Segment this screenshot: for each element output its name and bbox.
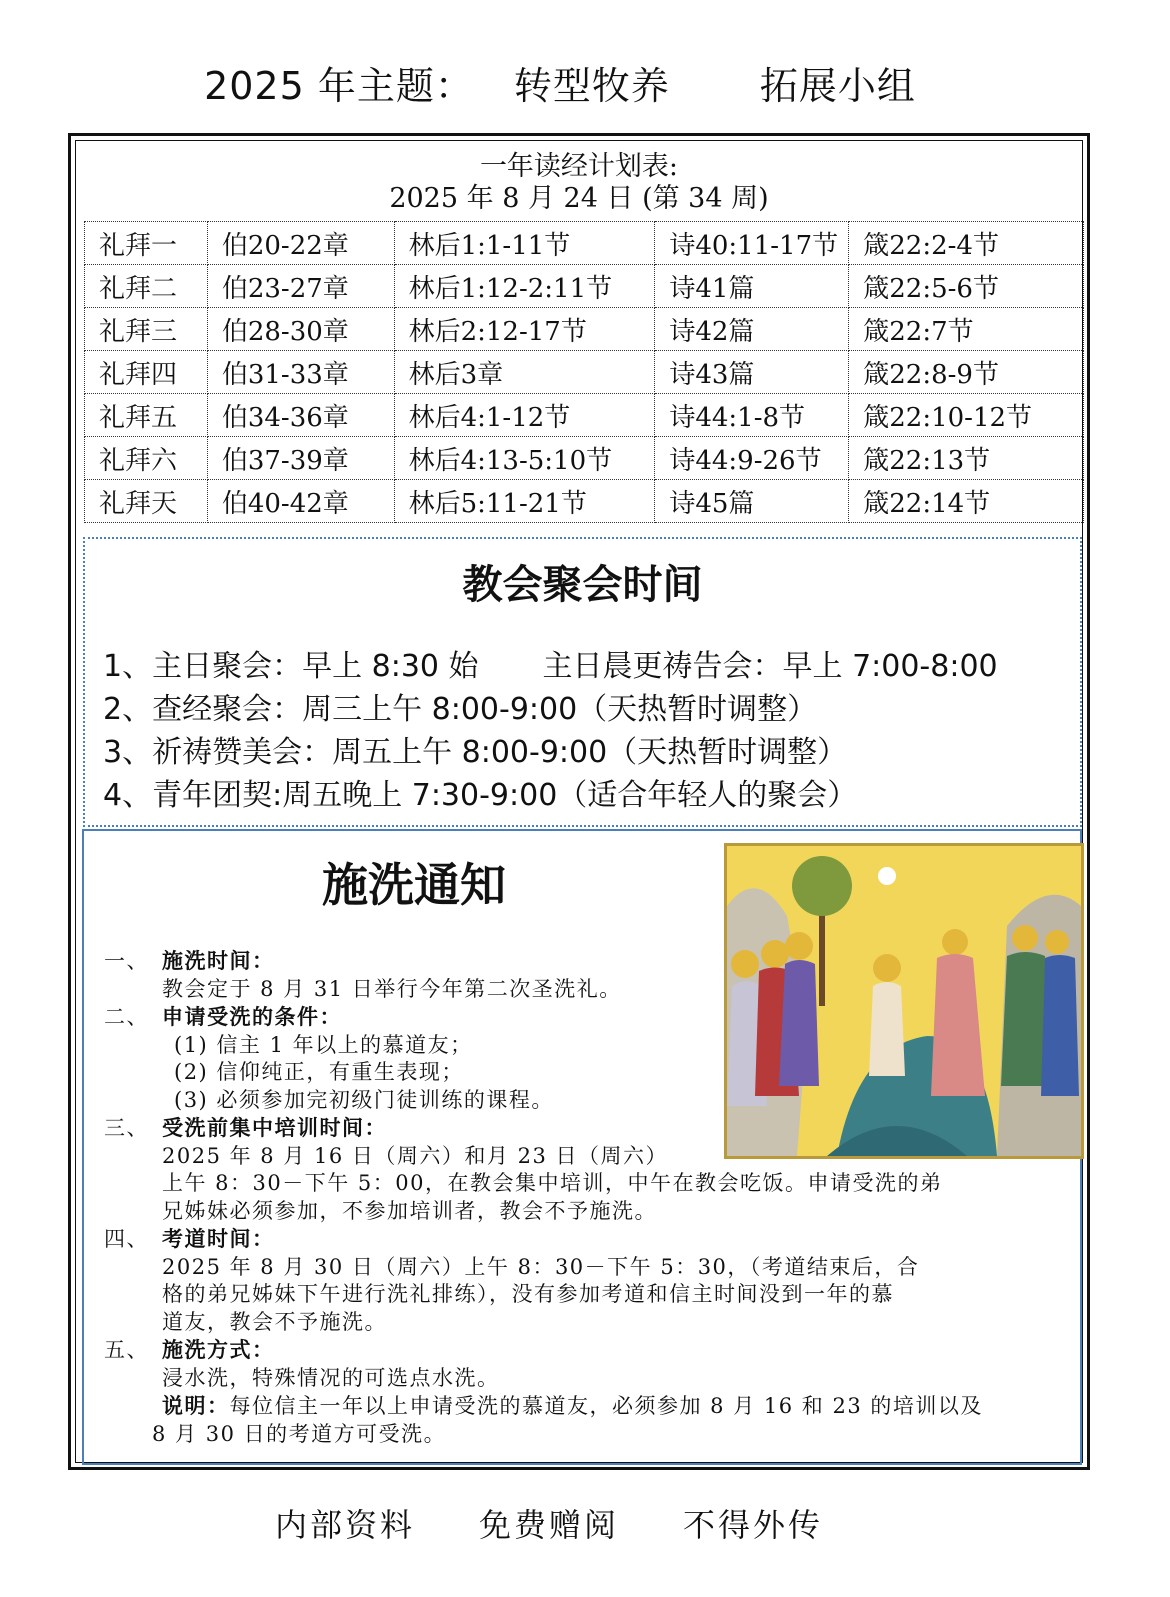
baptism-section-2-heading xyxy=(104,1003,1084,1032)
reading-plan-row xyxy=(85,308,1084,351)
exam-line-3: 道友，教会不予施洗。 xyxy=(162,1309,387,1334)
reading-plan-cell: 箴22:7节 xyxy=(849,308,1084,351)
bulletin-inner-frame xyxy=(75,140,1083,1463)
section-3-number: 三、 xyxy=(104,1116,149,1140)
bulletin-frame xyxy=(68,133,1090,1470)
reading-plan-cell: 箴22:13节 xyxy=(849,437,1084,480)
page-header-title xyxy=(0,55,1120,110)
meeting-item-prayer-praise: 3、祈祷赞美会：周五上午 8:00-9:00（天热暂时调整） xyxy=(103,735,848,770)
reading-plan-cell: 伯40-42章 xyxy=(207,480,394,523)
section-2-number: 二、 xyxy=(104,1005,149,1029)
note-text-1: 每位信主一年以上申请受洗的慕道友，必须参加 8 月 16 和 23 的培训以及 xyxy=(229,1394,983,1418)
reading-plan-cell: 诗43篇 xyxy=(655,351,849,394)
reading-plan-cell: 林后5:11-21节 xyxy=(394,480,655,523)
reading-plan-day: 礼拜四 xyxy=(85,351,208,394)
meeting-item-youth: 4、青年团契:周五晚上 7:30-9:00（适合年轻人的聚会） xyxy=(103,778,858,813)
reading-plan-row xyxy=(85,480,1084,523)
reading-plan-cell: 箴22:5-6节 xyxy=(849,265,1084,308)
reading-plan-row xyxy=(85,222,1084,265)
baptism-section-1-heading xyxy=(104,947,1084,976)
reading-plan-table xyxy=(84,221,1084,523)
reading-plan-cell: 诗42篇 xyxy=(655,308,849,351)
meeting-times-section xyxy=(83,537,1082,827)
baptism-section-4-heading xyxy=(104,1225,1084,1254)
reading-plan-cell: 林后3章 xyxy=(394,351,655,394)
meeting-item-sunday xyxy=(103,645,998,688)
theme-transform: 转型牧养 xyxy=(513,64,670,108)
baptism-notice-body xyxy=(104,947,1084,1448)
footer-no-distribute: 不得外传 xyxy=(683,1506,824,1544)
reading-plan-cell: 林后4:13-5:10节 xyxy=(394,437,655,480)
exam-line-2: 格的弟兄姊妹下午进行洗礼排练），没有参加考道和信主时间没到一年的慕 xyxy=(162,1282,894,1306)
note-line-2: 8 月 30 日的考道方可受洗。 xyxy=(152,1421,447,1446)
reading-plan-cell: 伯20-22章 xyxy=(207,222,394,265)
section-1-number: 一、 xyxy=(104,949,149,973)
training-detail-line-2: 兄姊妹必须参加，不参加培训者，教会不予施洗。 xyxy=(162,1198,657,1223)
section-5-number: 五、 xyxy=(104,1338,149,1362)
reading-plan-cell: 箴22:8-9节 xyxy=(849,351,1084,394)
section-3-title: 受洗前集中培训时间： xyxy=(162,1115,387,1140)
reading-plan-cell: 伯28-30章 xyxy=(207,308,394,351)
meeting-item-bible-study: 2、查经聚会：周三上午 8:00-9:00（天热暂时调整） xyxy=(103,692,818,727)
reading-plan-day: 礼拜六 xyxy=(85,437,208,480)
meeting-sunday-prayer: 主日晨更祷告会：早上 7:00-8:00 xyxy=(542,649,998,684)
reading-plan-cell: 箴22:10-12节 xyxy=(849,394,1084,437)
condition-1: (1) 信主 1 年以上的慕道友； xyxy=(174,1032,473,1057)
footer-notice xyxy=(275,1500,823,1546)
year-theme-label: 2025 年主题： xyxy=(204,64,474,108)
reading-plan-cell: 伯37-39章 xyxy=(207,437,394,480)
baptism-notice-title: 施洗通知 xyxy=(322,858,506,912)
reading-plan-cell: 伯23-27章 xyxy=(207,265,394,308)
reading-plan-row xyxy=(85,351,1084,394)
meeting-times-title: 教会聚会时间 xyxy=(462,562,703,608)
section-1-title: 施洗时间： xyxy=(162,948,275,973)
condition-2: (2) 信仰纯正，有重生表现； xyxy=(174,1060,464,1084)
reading-plan-cell: 诗44:1-8节 xyxy=(655,394,849,437)
reading-plan-day: 礼拜二 xyxy=(85,265,208,308)
reading-plan-row xyxy=(85,437,1084,480)
reading-plan-title: 一年读经计划表: xyxy=(479,151,679,182)
note-line-1 xyxy=(104,1392,1084,1421)
condition-3: (3) 必须参加完初级门徒训练的课程。 xyxy=(174,1087,554,1112)
reading-plan-cell: 林后1:12-2:11节 xyxy=(394,265,655,308)
footer-free: 免费赠阅 xyxy=(479,1506,620,1544)
exam-line-1: 2025 年 8 月 30 日（周六）上午 8：30－下午 5：30，（考道结束后，合 xyxy=(162,1254,920,1279)
reading-plan-cell: 林后2:12-17节 xyxy=(394,308,655,351)
reading-plan-cell: 伯31-33章 xyxy=(207,351,394,394)
section-2-title: 申请受洗的条件： xyxy=(162,1004,342,1029)
reading-plan-row xyxy=(85,265,1084,308)
reading-plan-cell: 林后1:1-11节 xyxy=(394,222,655,265)
training-date-line: 2025 年 8 月 16 日（周六）和月 23 日（周六） xyxy=(162,1143,668,1168)
training-detail-line-1: 上午 8：30－下午 5：00，在教会集中培训，中午在教会吃饭。申请受洗的弟 xyxy=(162,1171,943,1195)
reading-plan-cell: 诗44:9-26节 xyxy=(655,437,849,480)
reading-plan-date: 2025 年 8 月 24 日 (第 34 周) xyxy=(389,183,769,214)
baptism-date-line: 教会定于 8 月 31 日举行今年第二次圣洗礼。 xyxy=(162,976,622,1001)
baptism-section-3-heading xyxy=(104,1114,1084,1143)
note-label: 说明： xyxy=(162,1393,230,1418)
reading-plan-cell: 箴22:2-4节 xyxy=(849,222,1084,265)
footer-internal: 内部资料 xyxy=(275,1506,416,1544)
reading-plan-heading xyxy=(76,151,1082,215)
reading-plan-row xyxy=(85,394,1084,437)
reading-plan-cell: 诗45篇 xyxy=(655,480,849,523)
reading-plan-day: 礼拜一 xyxy=(85,222,208,265)
reading-plan-cell: 诗41篇 xyxy=(655,265,849,308)
section-4-title: 考道时间： xyxy=(162,1226,275,1251)
baptism-section-5-heading xyxy=(104,1336,1084,1365)
baptism-notice-section xyxy=(82,829,1082,1465)
reading-plan-day: 礼拜天 xyxy=(85,480,208,523)
meeting-sunday-service: 1、主日聚会：早上 8:30 始 xyxy=(103,649,479,684)
theme-groups: 拓展小组 xyxy=(759,64,916,108)
reading-plan-cell: 伯34-36章 xyxy=(207,394,394,437)
reading-plan-day: 礼拜五 xyxy=(85,394,208,437)
reading-plan-cell: 林后4:1-12节 xyxy=(394,394,655,437)
baptism-method-line: 浸水洗，特殊情况的可选点水洗。 xyxy=(162,1365,500,1390)
reading-plan-day: 礼拜三 xyxy=(85,308,208,351)
meeting-times-list xyxy=(103,645,998,817)
section-4-number: 四、 xyxy=(104,1227,149,1251)
reading-plan-cell: 箴22:14节 xyxy=(849,480,1084,523)
section-5-title: 施洗方式： xyxy=(162,1337,275,1362)
reading-plan-cell: 诗40:11-17节 xyxy=(655,222,849,265)
